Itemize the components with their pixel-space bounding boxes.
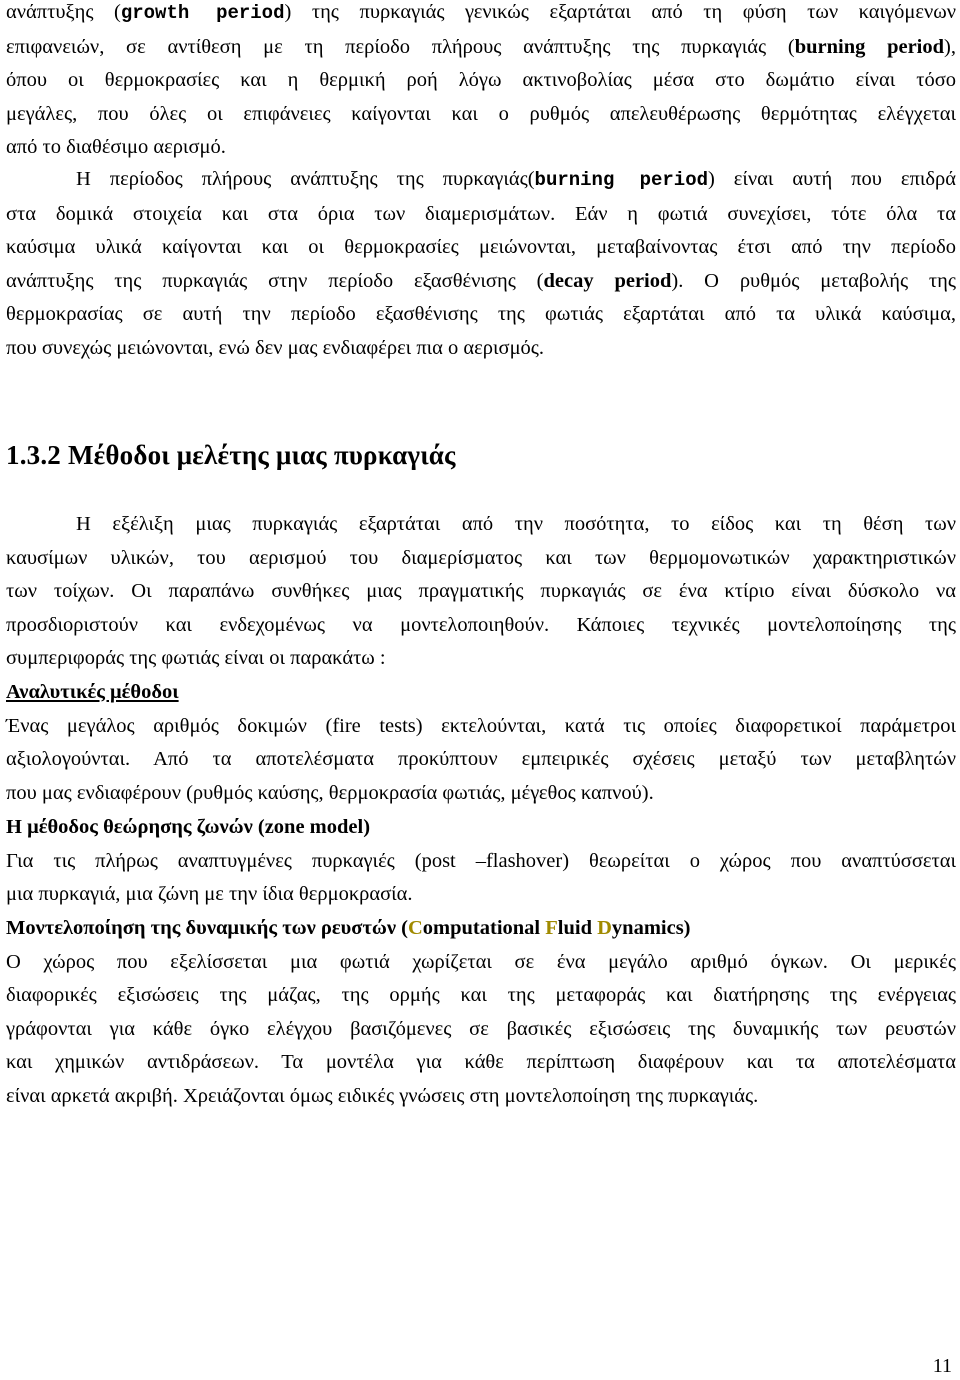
letter-f: F [545, 917, 558, 939]
text-line: ανάπτυξης της πυρκαγιάς στην περίοδο εξασθένισης (decay period). Ο ρυθμός μεταβολής της [6, 269, 957, 292]
subsection-title: Η μέθοδος θεώρησης ζωνών (zone model) [6, 816, 371, 838]
text-line: γράφονται για κάθε όγκο ελέγχου βασιζόμενες σε βασικές εξισώσεις της δυναμικής των ρευστών [6, 1017, 956, 1040]
text-line: στα δομικά στοιχεία και στα όρια των διαμερισμάτων. Εάν η φωτιά συνεχίσει, τότε όλα τα [6, 202, 956, 225]
paragraph-burning-period [6, 163, 956, 366]
text-line: καυσίμων υλικών, του αερισμού του διαμερίσματος και των θερμομονωτικών χαρακτηριστικών [6, 546, 956, 569]
text-line: καύσιμα υλικά καίγονται και οι θερμοκρασίες μειώνονται, μεταβαίνοντας έτσι από την περίοδο [6, 236, 956, 259]
section-analytical-methods [6, 676, 956, 810]
text-line: συμπεριφοράς της φωτιάς είναι οι παρακάτω : [6, 647, 386, 670]
text-line: διαφορικές εξισώσεις της μάζας, της ορμής και της μεταφοράς και διατήρησης της ενέργειας [6, 984, 956, 1007]
text-line: είναι αρκετά ακριβή. Χρειάζονται όμως ειδικές γνώσεις στη μοντελοποίηση της πυρκαγιάς. [6, 1084, 759, 1107]
text-line: θερμοκρασίας σε αυτή την περίοδο εξασθένισης της φωτιάς εξαρτάται από τα υλικά καύσιμα, [6, 303, 956, 326]
subsection-title: Μοντελοποίηση της δυναμικής των ρευστών (Computational Fluid Dynamics) [6, 917, 691, 939]
text-line: των τοίχων. Οι παραπάνω συνθήκες μιας πραγματικής πυρκαγιάς σε ένα κτίριο είναι δύσκολο να [6, 580, 956, 603]
letter-c: C [407, 917, 423, 939]
subsection-title: Αναλυτικές μέθοδοι [6, 681, 179, 703]
section-zone-model [6, 811, 956, 912]
text-line: Η εξέλιξη μιας πυρκαγιάς εξαρτάται από την ποσότητα, το είδος και τη θέση των [76, 513, 956, 535]
paragraph-growth-period [6, 0, 956, 165]
text-line: που συνεχώς μειώνονται, ενώ δεν μας ενδιαφέρει πια ο αερισμός. [6, 336, 545, 359]
section-cfd [6, 912, 956, 1114]
text-line: προσδιοριστούν και ενδεχομένως να μοντελοποιηθούν. Κάποιες τεχνικές μοντελοποίησης της [6, 613, 956, 636]
text-line: Ο χώρος που εξελίσσεται μια φωτιά χωρίζεται σε ένα μεγάλο αριθμό όγκων. Οι μερικές [6, 950, 956, 973]
text-line: μια πυρκαγιά, μια ζώνη με την ίδια θερμοκρασία. [6, 883, 413, 906]
text-line: Για τις πλήρως αναπτυγμένες πυρκαγιές (post –flashover) θεωρείται ο χώρος που αναπτύσσεται [6, 849, 956, 872]
letter-d: D [597, 917, 612, 939]
text-line: Ένας μεγάλος αριθμός δοκιμών (fire tests) εκτελούνται, κατά τις οποίες διαφορετικοί παράμετροι [6, 714, 956, 737]
text-line: από το διαθέσιμο αερισμό. [6, 136, 226, 159]
page-number: 11 [932, 1355, 952, 1377]
paragraph-fire-evolution [6, 508, 956, 676]
text-line: και χημικών αντιδράσεων. Τα μοντέλα για κάθε περίπτωση διαφέρουν και τα αποτελέσματα [6, 1051, 956, 1074]
section-heading: 1.3.2 Μέθοδοι μελέτης μιας πυρκαγιάς [6, 440, 456, 470]
text-line: μεγάλες, που όλες οι επιφάνειες καίγονται και ο ρυθμός απελευθέρωσης θερμότητας ελέγχεται [6, 102, 956, 125]
text-line: επιφανειών, σε αντίθεση με τη περίοδο πλήρους ανάπτυξης της πυρκαγιάς (burning period), [6, 35, 956, 58]
text-line: όπου οι θερμοκρασίες και η θερμική ροή λόγω ακτινοβολίας μέσα στο δωμάτιο είναι τόσο [6, 69, 956, 92]
text-line: ανάπτυξης (growth period) της πυρκαγιάς γενικώς εξαρτάται από τη φύση των καιγόμενων [6, 1, 956, 24]
text-line: Η περίοδος πλήρους ανάπτυξης της πυρκαγιάς(burning period) είναι αυτή που επιδρά [76, 168, 956, 191]
text-line: που μας ενδιαφέρουν (ρυθμός καύσης, θερμοκρασία φωτιάς, μέγεθος καπνού). [6, 781, 654, 804]
text-line: αξιολογούνται. Από τα αποτελέσματα προκύπτουν εμπειρικές σχέσεις μεταξύ των μεταβλητών [6, 748, 956, 771]
